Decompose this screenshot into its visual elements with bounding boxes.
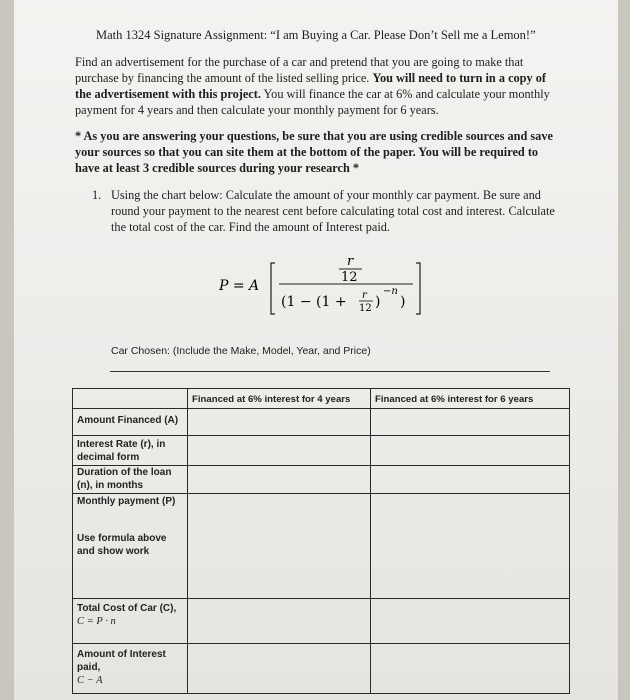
question-number: 1. (92, 188, 102, 202)
question-text: Using the chart below: Calculate the amount of your monthly car payment. Be sure and round your payment to the nearest cent before calculating total cost and interest. Calculate the total cost of the car. Find the amount of Interest paid. (111, 188, 555, 234)
row-label (73, 466, 188, 494)
formula-right-bracket (416, 263, 420, 314)
table-row (73, 494, 570, 599)
inner-twelve: 12 (359, 303, 372, 314)
inner-close-paren: ) (375, 294, 381, 310)
row-label (73, 409, 188, 436)
row-label (73, 494, 188, 599)
answer-cell[interactable] (371, 644, 570, 694)
table-row (73, 409, 570, 436)
row-label-text: Amount of Interest paid, (77, 649, 166, 673)
intro-text-bold: You will need to turn in a copy of the advertisement with this project. (75, 71, 546, 101)
table-row (73, 436, 570, 466)
payment-table (72, 388, 570, 694)
table-row (73, 466, 570, 494)
answer-cell[interactable] (188, 494, 371, 599)
answer-cell[interactable] (371, 436, 570, 466)
answer-cell[interactable] (371, 599, 570, 644)
row-label (73, 436, 188, 466)
denominator-text: (1 − (1 + (281, 294, 347, 310)
intro-paragraph (75, 54, 565, 118)
outer-close-paren: ) (400, 294, 406, 310)
exponent: −n (383, 286, 398, 297)
numerator-r: r (347, 254, 354, 269)
row-formula: C − A (77, 675, 103, 686)
header-6-years: Financed at 6% interest for 6 years (371, 389, 570, 409)
assignment-page (14, 0, 618, 700)
header-blank (73, 389, 188, 409)
numerator-twelve: 12 (341, 270, 358, 285)
car-chosen-label: Car Chosen: (Include the Make, Model, Year, and Price) (111, 345, 371, 357)
answer-cell[interactable] (188, 436, 371, 466)
table-header-row (73, 389, 570, 409)
sources-note: * As you are answering your questions, be sure that you are using credible sources and save your sources so that you can site them at the bottom of the paper. You will be required to have at least 3 credible sources during your research * (75, 129, 553, 175)
row-label-text: Monthly payment (P) (77, 496, 176, 507)
table-row (73, 599, 570, 644)
formula-left-bracket (271, 263, 275, 314)
payment-formula (219, 250, 429, 320)
row-label-text: Use formula above and show work (77, 533, 167, 557)
page-title: Math 1324 Signature Assignment: “I am Buying a Car. Please Don’t Sell me a Lemon!” (96, 28, 536, 42)
intro-text-1: Find an advertisement for the purchase of a car and pretend that you are going to make that purchase by financing the amount of the listed selling price. (75, 55, 524, 85)
row-label (73, 599, 188, 644)
row-formula: C = P · n (77, 616, 116, 627)
answer-cell[interactable] (188, 644, 371, 694)
row-label-text: Amount Financed (A) (77, 415, 179, 426)
row-label-text: Total Cost of Car (C), (77, 603, 177, 614)
row-label (73, 644, 188, 694)
header-4-years: Financed at 6% interest for 4 years (188, 389, 371, 409)
answer-cell[interactable] (188, 466, 371, 494)
car-chosen-answer-line[interactable] (110, 371, 550, 372)
row-label-text: Duration of the loan (n), in months (77, 467, 172, 491)
intro-text-2: You will finance the car at 6% and calculate your monthly payment for 4 years and then calculate your monthly payment for 6 years. (75, 87, 550, 117)
inner-r: r (362, 290, 367, 301)
formula-lhs: P = A (219, 278, 260, 294)
answer-cell[interactable] (188, 409, 371, 436)
row-label-text: Interest Rate (r), in decimal form (77, 439, 166, 463)
answer-cell[interactable] (371, 494, 570, 599)
answer-cell[interactable] (371, 409, 570, 436)
table-row (73, 644, 570, 694)
answer-cell[interactable] (188, 599, 371, 644)
answer-cell[interactable] (371, 466, 570, 494)
